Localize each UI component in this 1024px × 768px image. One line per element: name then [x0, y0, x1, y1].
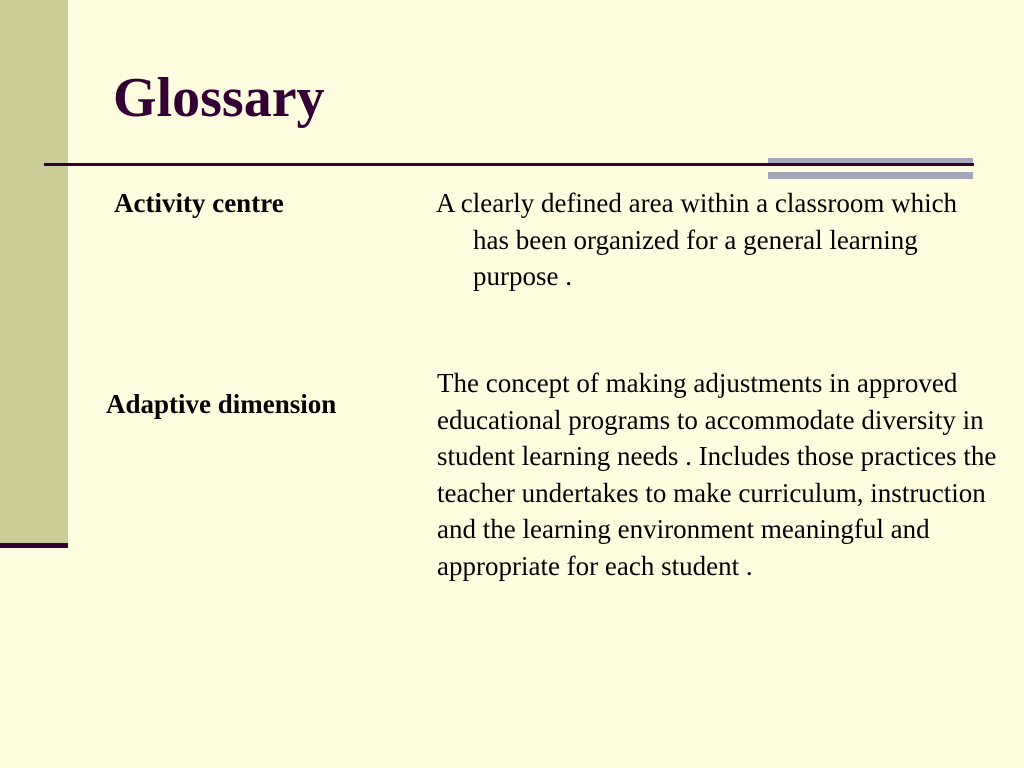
title-accent-bar-top	[768, 158, 973, 163]
title-divider	[44, 163, 974, 166]
left-band-underline	[0, 543, 68, 548]
glossary-term-adaptive-dimension: Adaptive dimension	[106, 389, 337, 419]
glossary-term-activity-centre: Activity centre	[114, 188, 284, 218]
left-decorative-band	[0, 0, 68, 544]
glossary-definition-adaptive-dimension: The concept of making adjustments in approved educational programs to accommodate diversity in student learning needs . Includes those practices the teacher undertakes to make curriculum, instruction and the learning environment meaningful and appropriate for each student .	[437, 368, 997, 581]
glossary-definition-activity-centre: A clearly defined area within a classroom which has been organized for a general learning purpose .	[436, 188, 958, 291]
title-accent-bar-bottom	[768, 172, 973, 179]
slide-title: Glossary	[113, 67, 325, 129]
